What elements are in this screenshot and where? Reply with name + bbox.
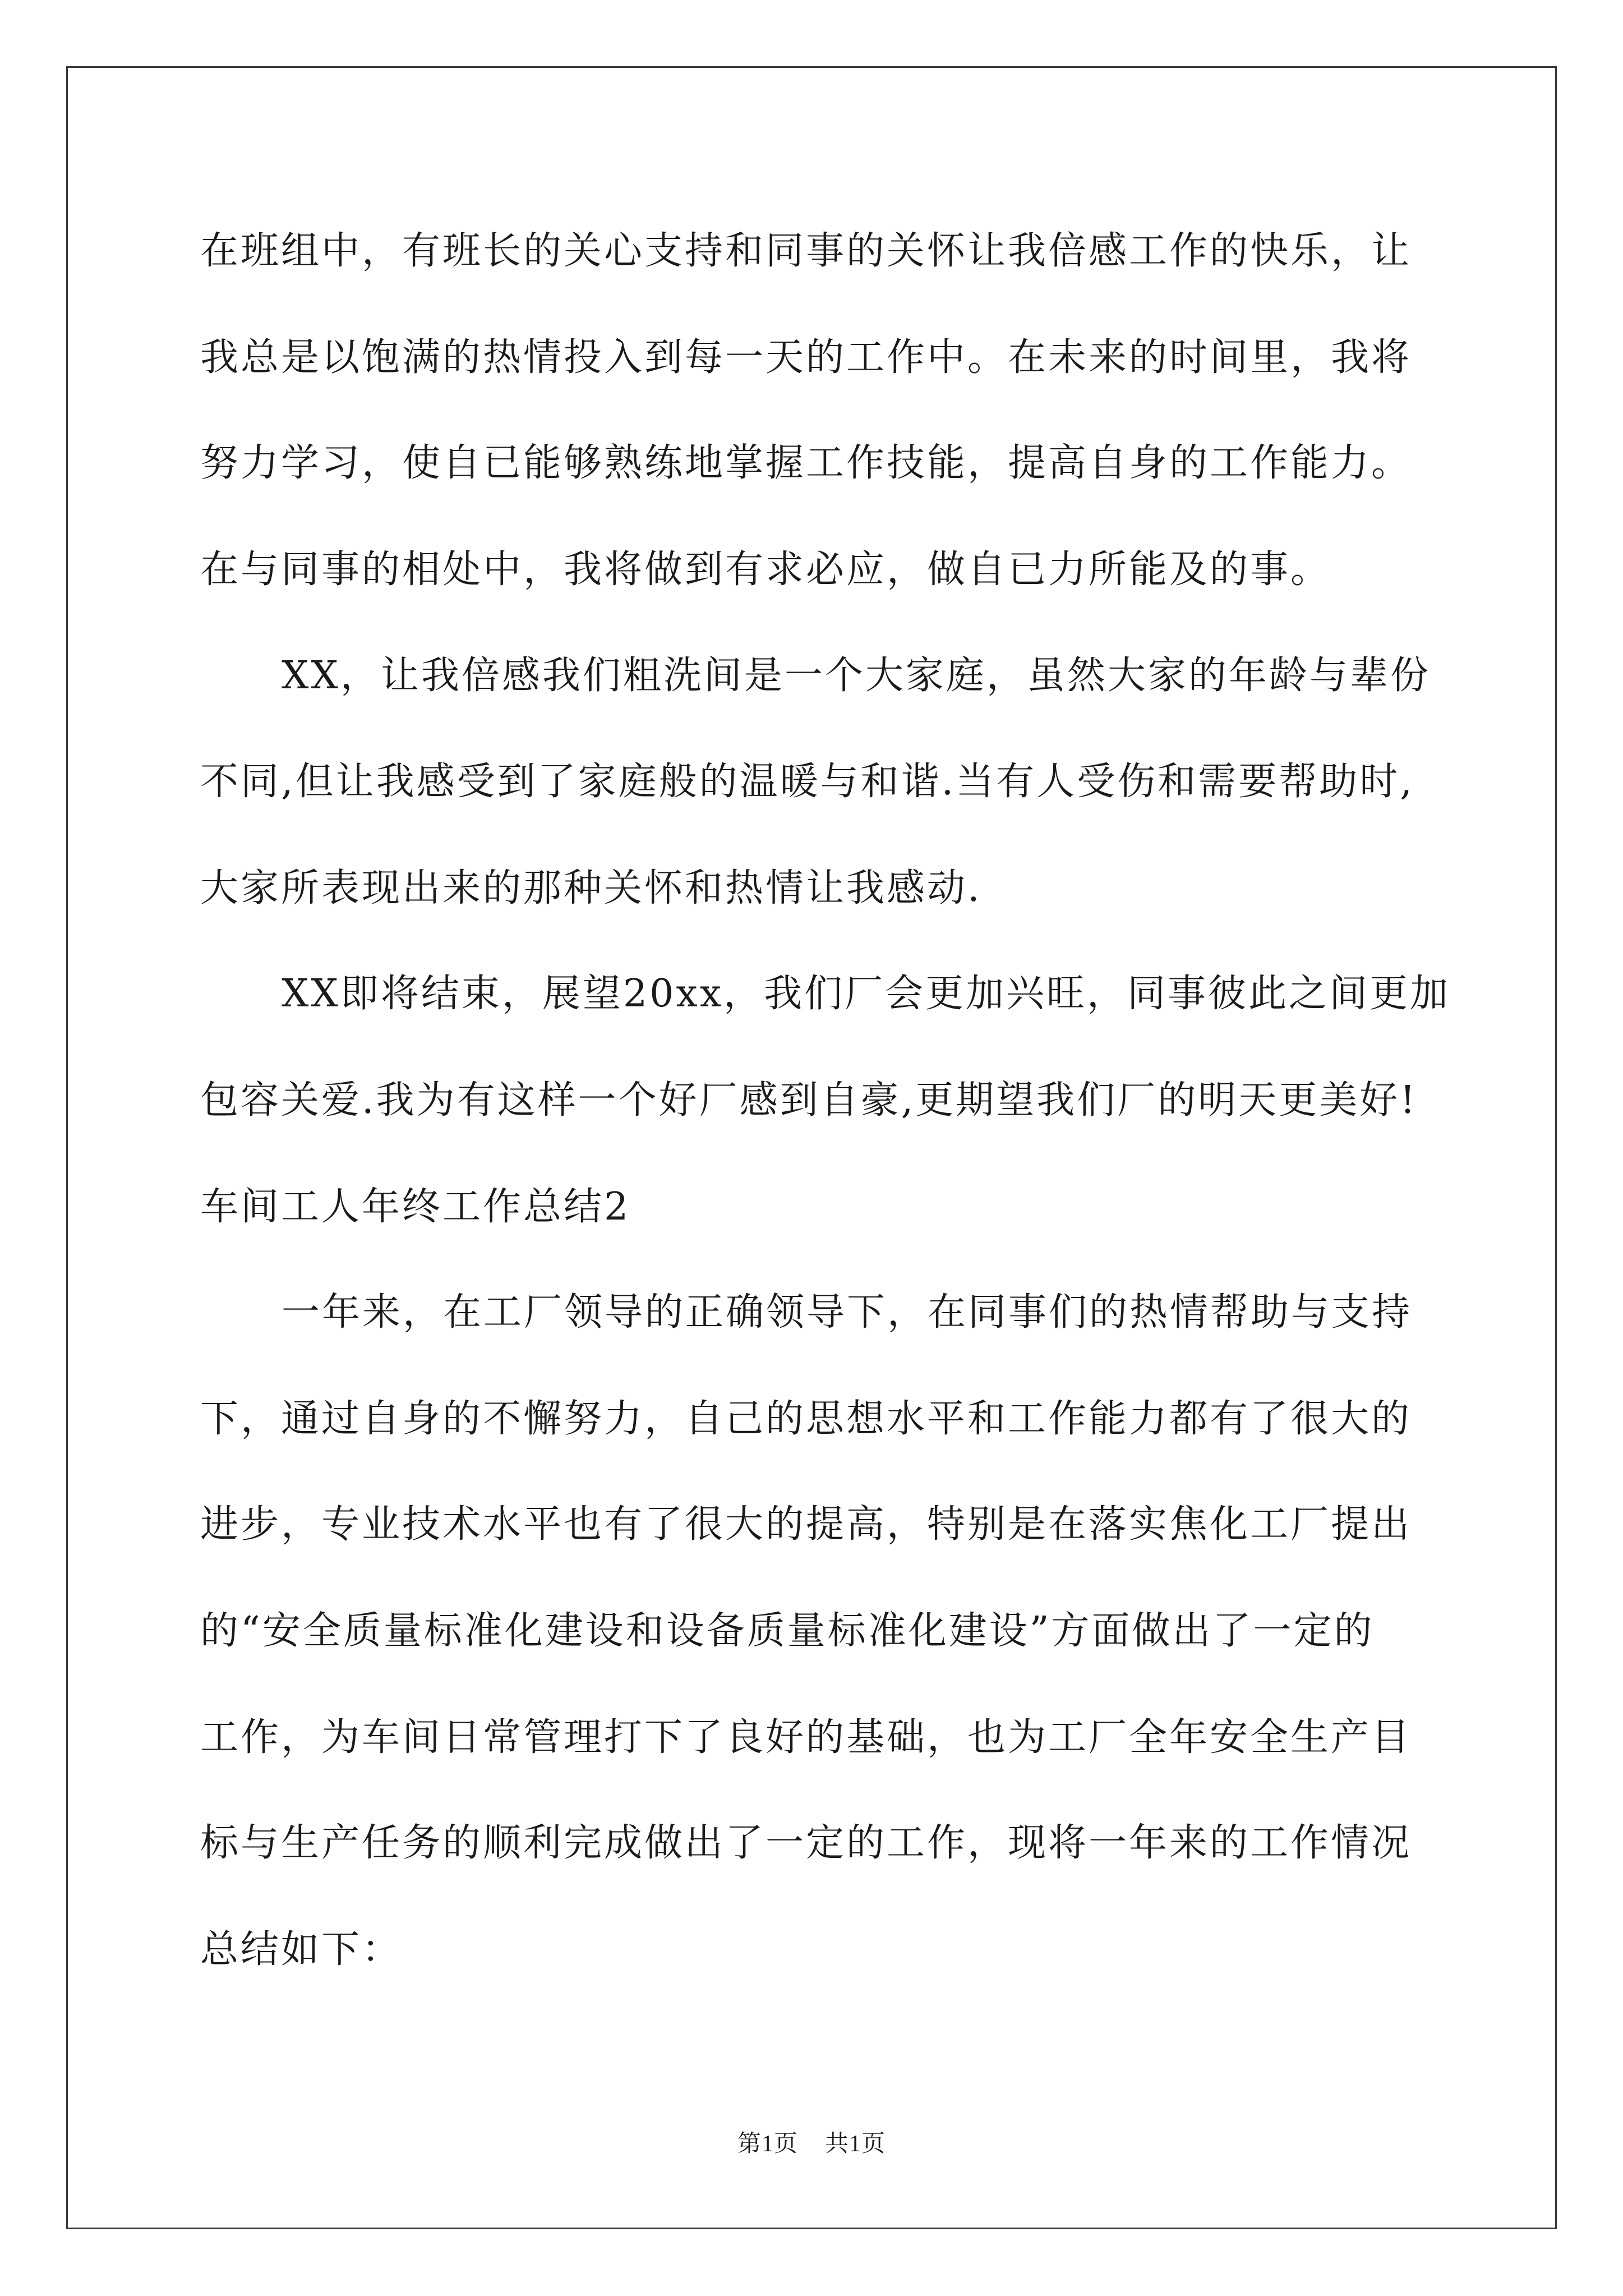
body-text-line: 我总是以饱满的热情投入到每一天的工作中。在未来的时间里，我将: [200, 335, 1412, 380]
body-text-line: 不同,但让我感受到了家庭般的温暖与和谐.当有人受伤和需要帮助时,: [200, 760, 1414, 804]
section-heading: 车间工人年终工作总结2: [200, 1185, 631, 1229]
body-text-line: 努力学习，使自已能够熟练地掌握工作技能，提高自身的工作能力。: [200, 441, 1412, 485]
page-total: 共1页: [825, 2131, 886, 2157]
body-text-line: 的“安全质量标准化建设和设备质量标准化建设”方面做出了一定的: [200, 1609, 1375, 1653]
body-text-line: 大家所表现出来的那种关怀和热情让我感动.: [200, 866, 982, 910]
page-footer: [0, 2130, 1623, 2158]
body-text-line: 工作，为车间日常管理打下了良好的基础，也为工厂全年安全生产目: [200, 1715, 1412, 1760]
page-number: 第1页: [737, 2131, 798, 2157]
body-text-line: 总结如下：: [200, 1927, 403, 1972]
body-text-line: 包容关爱.我为有这样一个好厂感到自豪,更期望我们厂的明天更美好!: [200, 1078, 1418, 1122]
body-text-line: 一年来，在工厂领导的正确领导下，在同事们的热情帮助与支持: [282, 1290, 1413, 1335]
body-text-line: 进步，专业技术水平也有了很大的提高，特别是在落实焦化工厂提出: [200, 1502, 1412, 1547]
body-text-line: 下，通过自身的不懈努力，自己的思想水平和工作能力都有了很大的: [200, 1397, 1412, 1441]
page-border: [66, 66, 1557, 2229]
body-text-line: XX，让我倍感我们粗洗间是一个大家庭，虽然大家的年龄与辈份: [282, 654, 1431, 698]
body-text-line: XX即将结束，展望20xx，我们厂会更加兴旺，同事彼此之间更加: [282, 972, 1451, 1016]
body-text-line: 在班组中，有班长的关心支持和同事的关怀让我倍感工作的快乐，让: [200, 229, 1412, 273]
body-text-line: 标与生产任务的顺利完成做出了一定的工作，现将一年来的工作情况: [200, 1821, 1412, 1865]
body-text-line: 在与同事的相处中，我将做到有求必应，做自已力所能及的事。: [200, 547, 1331, 592]
